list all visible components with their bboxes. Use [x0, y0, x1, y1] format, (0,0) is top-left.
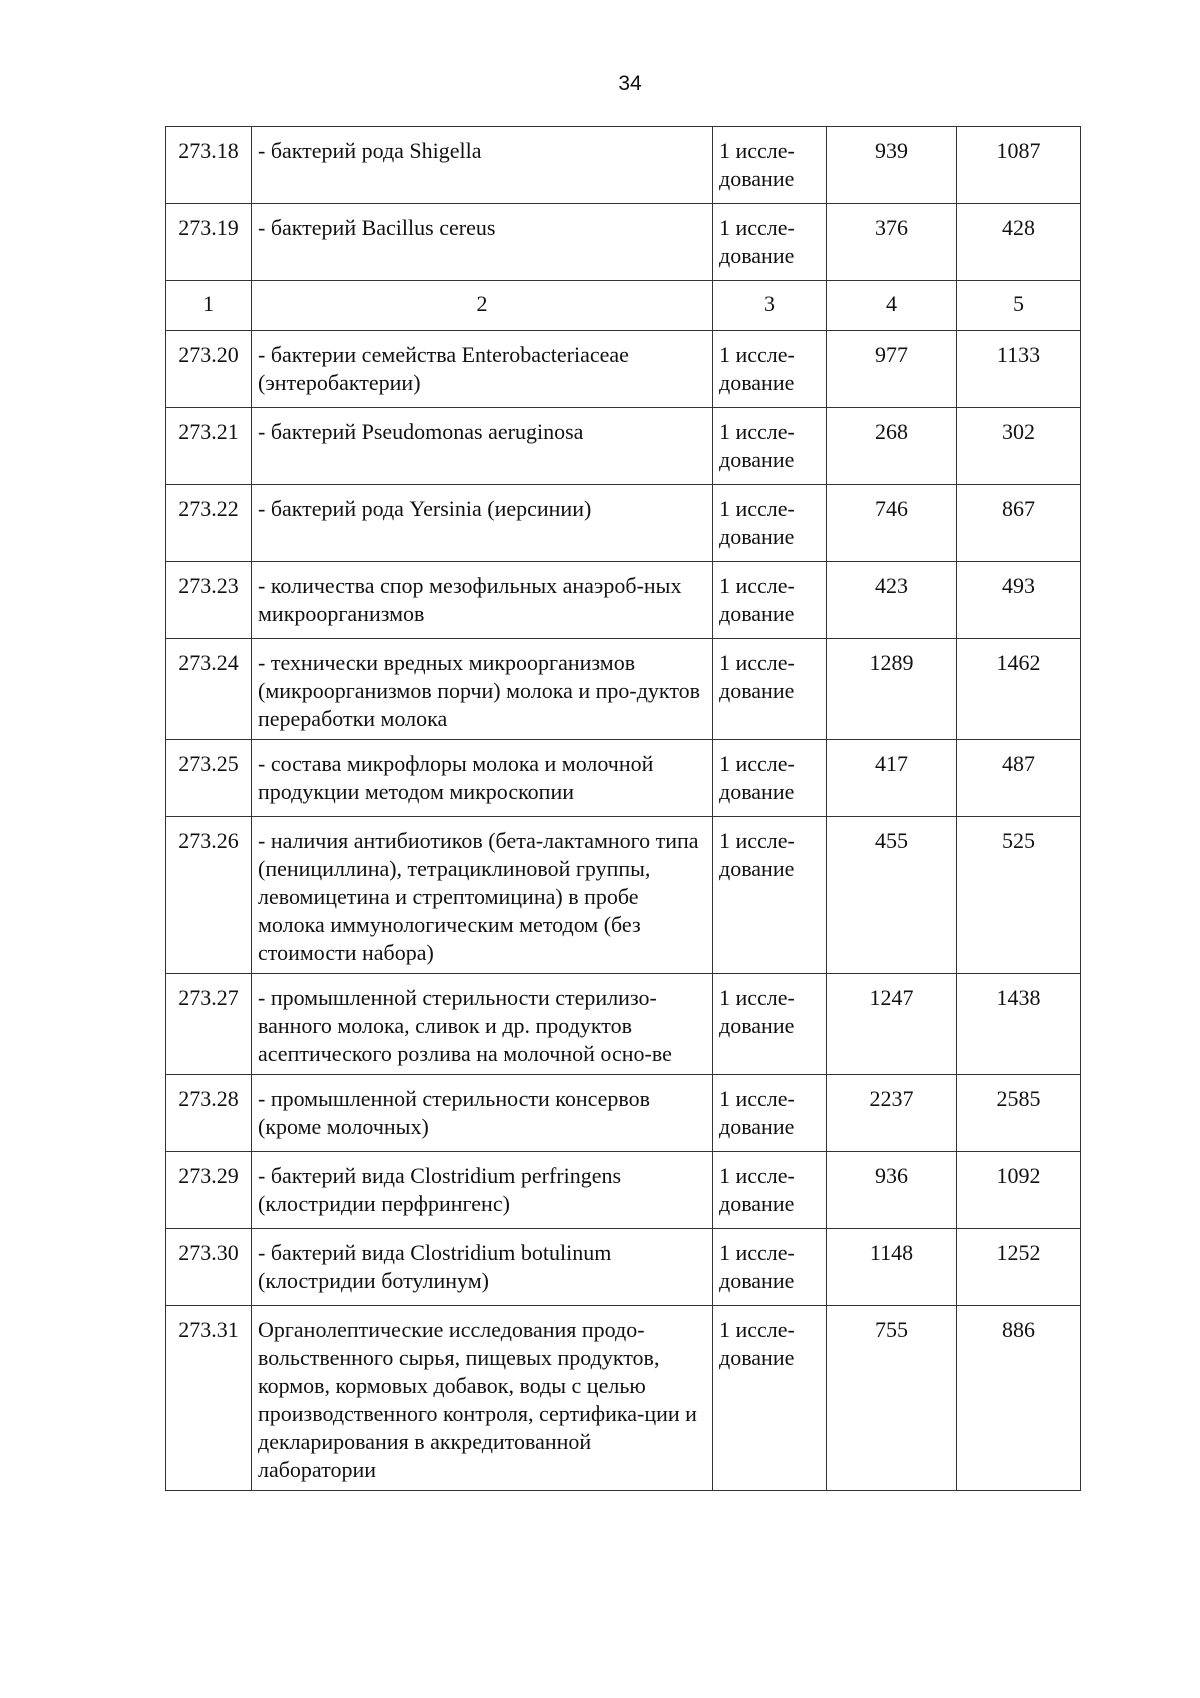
row-unit-line2: дование	[719, 678, 795, 703]
row-code: 273.23	[166, 562, 252, 639]
table-row	[166, 1229, 1081, 1306]
row-description: - количества спор мезофильных анаэроб-ных микроорганизмов	[252, 562, 713, 639]
row-code: 273.27	[166, 974, 252, 1075]
row-unit-line2: дование	[719, 524, 795, 549]
column-number-2: 2	[252, 281, 713, 331]
row-unit	[713, 1075, 827, 1152]
table-body	[166, 127, 1081, 1491]
column-number-4: 4	[827, 281, 957, 331]
row-unit-line2: дование	[719, 370, 795, 395]
row-description: - промышленной стерильности консервов (кроме молочных)	[252, 1075, 713, 1152]
row-unit	[713, 204, 827, 281]
row-code: 273.24	[166, 639, 252, 740]
row-unit-line1: 1 иссле-	[719, 573, 795, 598]
row-unit-line1: 1 иссле-	[719, 1240, 795, 1265]
row-col5: 525	[957, 817, 1081, 974]
table-row	[166, 740, 1081, 817]
row-code: 273.28	[166, 1075, 252, 1152]
column-number-3: 3	[713, 281, 827, 331]
row-unit-line2: дование	[719, 1114, 795, 1139]
row-code: 273.30	[166, 1229, 252, 1306]
row-description: - бактерий рода Yersinia (иерсинии)	[252, 485, 713, 562]
row-description: - бактерии семейства Enterobacteriaceae (энтеробактерии)	[252, 331, 713, 408]
row-unit-line1: 1 иссле-	[719, 419, 795, 444]
row-col4: 939	[827, 127, 957, 204]
row-col4: 936	[827, 1152, 957, 1229]
row-unit-line1: 1 иссле-	[719, 751, 795, 776]
row-unit-line1: 1 иссле-	[719, 1163, 795, 1188]
row-unit-line2: дование	[719, 856, 795, 881]
row-col5: 1092	[957, 1152, 1081, 1229]
page-number: 34	[618, 72, 642, 95]
row-description: - состава микрофлоры молока и молочной продукции методом микроскопии	[252, 740, 713, 817]
row-col5: 428	[957, 204, 1081, 281]
row-unit	[713, 740, 827, 817]
row-unit-line2: дование	[719, 1345, 795, 1370]
row-unit-line1: 1 иссле-	[719, 828, 795, 853]
row-col4: 755	[827, 1306, 957, 1491]
row-unit-line1: 1 иссле-	[719, 1317, 795, 1342]
row-code: 273.25	[166, 740, 252, 817]
row-unit	[713, 1229, 827, 1306]
row-unit-line2: дование	[719, 243, 795, 268]
row-description: - бактерий рода Shigella	[252, 127, 713, 204]
table-row	[166, 331, 1081, 408]
row-code: 273.19	[166, 204, 252, 281]
row-description: - бактерий вида Clostridium botulinum (клостридии ботулинум)	[252, 1229, 713, 1306]
row-unit-line1: 1 иссле-	[719, 138, 795, 163]
row-description: Органолептические исследования продо-вольственного сырья, пищевых продуктов, кормов, кормовых добавок, воды с целью производственного контроля, сертифика-ции и декларирования в аккредитованной лаборатории	[252, 1306, 713, 1491]
row-unit-line1: 1 иссле-	[719, 215, 795, 240]
table-row	[166, 1306, 1081, 1491]
row-col5: 302	[957, 408, 1081, 485]
column-number-row	[166, 281, 1081, 331]
row-col4: 746	[827, 485, 957, 562]
table-row	[166, 204, 1081, 281]
row-col5: 886	[957, 1306, 1081, 1491]
row-col5: 1252	[957, 1229, 1081, 1306]
row-unit	[713, 485, 827, 562]
row-unit-line2: дование	[719, 1268, 795, 1293]
row-unit	[713, 331, 827, 408]
row-description: - бактерий Pseudomonas aeruginosa	[252, 408, 713, 485]
row-unit	[713, 562, 827, 639]
row-unit-line2: дование	[719, 1191, 795, 1216]
row-unit-line2: дование	[719, 166, 795, 191]
table-row	[166, 1152, 1081, 1229]
row-col5: 487	[957, 740, 1081, 817]
row-col4: 376	[827, 204, 957, 281]
price-table	[165, 126, 1081, 1491]
table-row	[166, 639, 1081, 740]
table-row	[166, 1075, 1081, 1152]
row-col5: 867	[957, 485, 1081, 562]
table-row	[166, 127, 1081, 204]
row-unit	[713, 408, 827, 485]
row-unit	[713, 817, 827, 974]
row-description: - бактерий Bacillus cereus	[252, 204, 713, 281]
row-unit-line2: дование	[719, 779, 795, 804]
row-code: 273.20	[166, 331, 252, 408]
row-col4: 423	[827, 562, 957, 639]
row-col4: 2237	[827, 1075, 957, 1152]
row-unit-line1: 1 иссле-	[719, 985, 795, 1010]
column-number-1: 1	[166, 281, 252, 331]
row-description: - наличия антибиотиков (бета-лактамного типа (пенициллина), тетрациклиновой группы, левомицетина и стрептомицина) в пробе молока иммунологическим методом (без стоимости набора)	[252, 817, 713, 974]
table-row	[166, 817, 1081, 974]
table-row	[166, 562, 1081, 639]
row-col4: 1148	[827, 1229, 957, 1306]
row-description: - технически вредных микроорганизмов (микроорганизмов порчи) молока и про-дуктов переработки молока	[252, 639, 713, 740]
row-code: 273.29	[166, 1152, 252, 1229]
row-description: - промышленной стерильности стерилизо-ванного молока, сливок и др. продуктов асептического розлива на молочной осно-ве	[252, 974, 713, 1075]
row-unit-line1: 1 иссле-	[719, 650, 795, 675]
row-col4: 417	[827, 740, 957, 817]
row-col5: 1438	[957, 974, 1081, 1075]
table-row	[166, 408, 1081, 485]
row-unit	[713, 974, 827, 1075]
row-unit	[713, 1152, 827, 1229]
row-unit	[713, 1306, 827, 1491]
row-unit-line1: 1 иссле-	[719, 496, 795, 521]
column-number-5: 5	[957, 281, 1081, 331]
row-code: 273.22	[166, 485, 252, 562]
row-code: 273.26	[166, 817, 252, 974]
row-col5: 2585	[957, 1075, 1081, 1152]
row-code: 273.18	[166, 127, 252, 204]
row-unit-line2: дование	[719, 601, 795, 626]
row-unit-line2: дование	[719, 1013, 795, 1038]
table-row	[166, 485, 1081, 562]
row-description: - бактерий вида Clostridium perfringens (клостридии перфрингенс)	[252, 1152, 713, 1229]
row-col5: 1087	[957, 127, 1081, 204]
row-col4: 455	[827, 817, 957, 974]
row-col4: 1247	[827, 974, 957, 1075]
row-code: 273.21	[166, 408, 252, 485]
table-row	[166, 974, 1081, 1075]
row-unit-line1: 1 иссле-	[719, 342, 795, 367]
row-col4: 268	[827, 408, 957, 485]
row-col5: 1462	[957, 639, 1081, 740]
row-unit	[713, 639, 827, 740]
row-unit-line1: 1 иссле-	[719, 1086, 795, 1111]
row-col4: 1289	[827, 639, 957, 740]
row-col5: 1133	[957, 331, 1081, 408]
row-col4: 977	[827, 331, 957, 408]
row-code: 273.31	[166, 1306, 252, 1491]
row-unit-line2: дование	[719, 447, 795, 472]
row-col5: 493	[957, 562, 1081, 639]
row-unit	[713, 127, 827, 204]
